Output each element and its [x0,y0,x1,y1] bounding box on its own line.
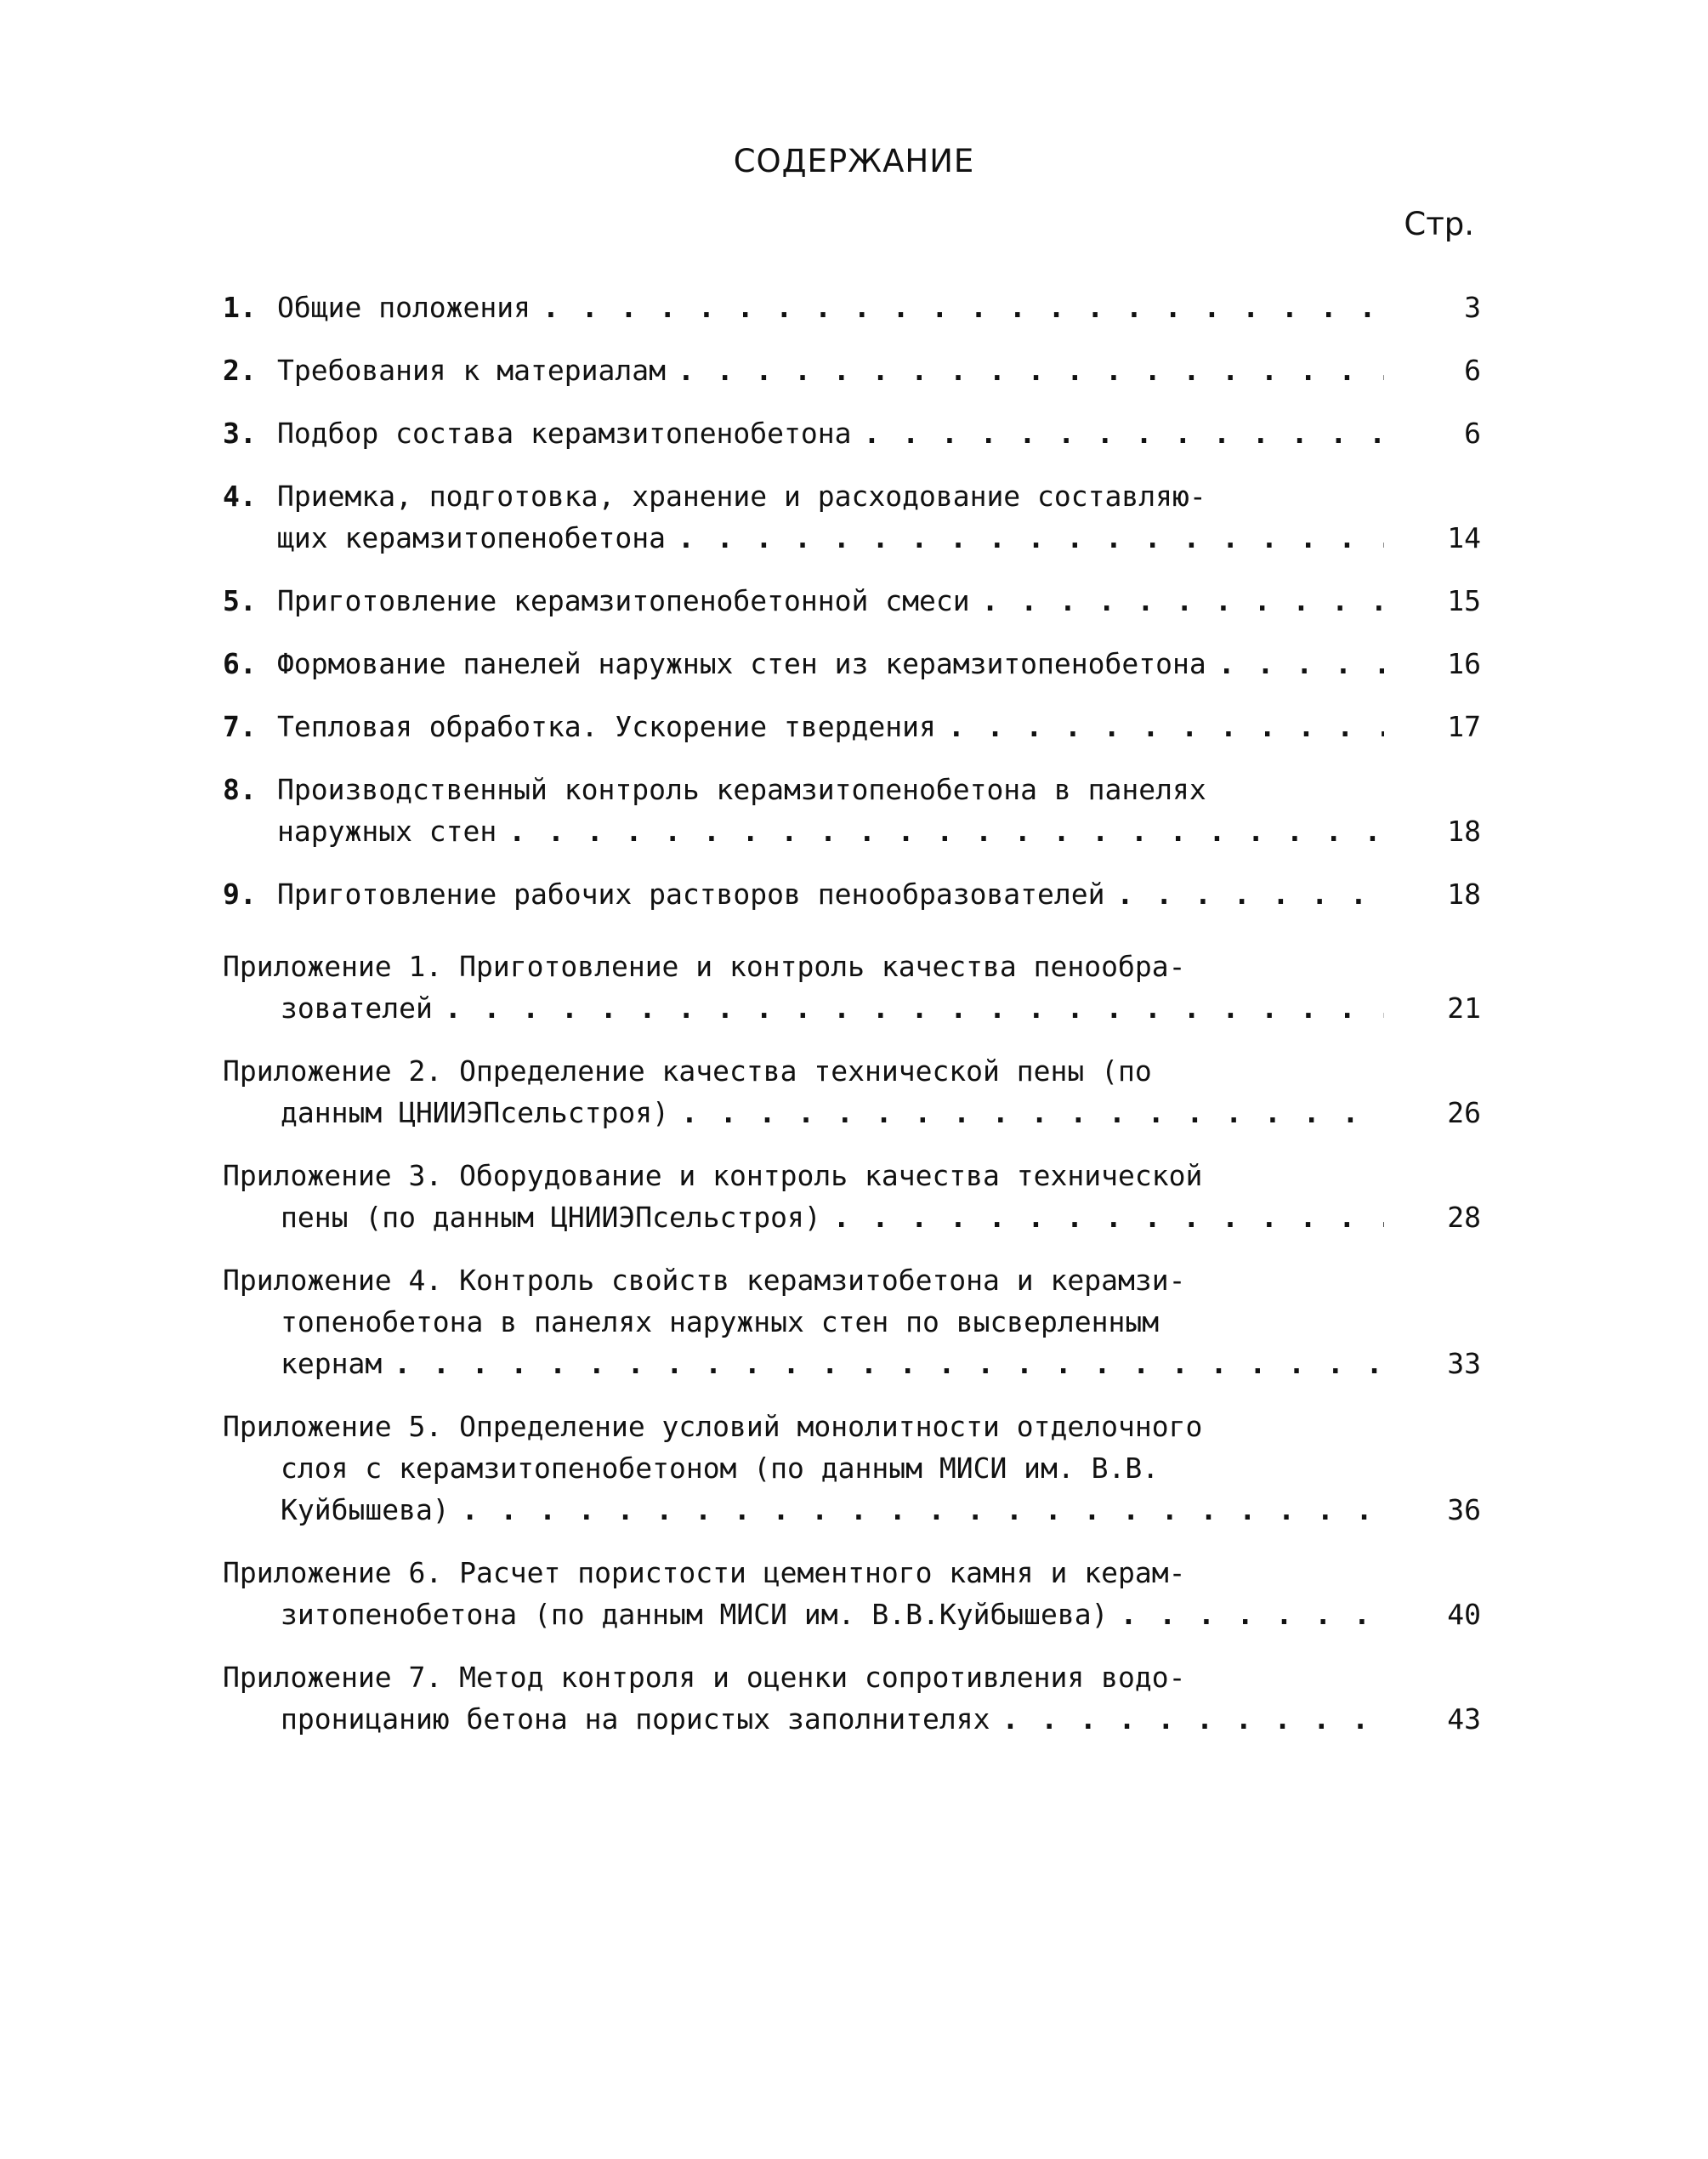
page-number: 43 [1447,1702,1481,1736]
toc-appendix-entry[interactable] [223,1406,1481,1531]
toc-entry-line [223,1092,1384,1133]
toc-entry-line [223,1447,1384,1489]
toc-entry-line [223,1050,1384,1092]
toc-entry-title: Приготовление рабочих растворов пенообразователей [277,878,1105,911]
toc-entry-text [223,706,1384,747]
toc-entry-title: Формование панелей наружных стен из керамзитопенобетона [277,647,1206,680]
page-number: 18 [1447,878,1481,911]
page-number: 40 [1447,1598,1481,1631]
toc-entry-title: Тепловая обработка. Ускорение твердения [277,710,936,743]
dot-leader [982,584,1384,617]
toc-entry-title: Приложение 6. Расчет пористости цементного камня и керам- [223,1556,1186,1589]
toc-entry-text [223,643,1384,685]
dot-leader [1002,1702,1384,1736]
toc-entry-text [223,1656,1384,1740]
toc-entry-text [223,412,1384,454]
dot-leader [678,354,1384,387]
dot-leader [1121,1598,1384,1631]
toc-entry-line [223,1301,1384,1343]
toc-entry-title: проницанию бетона на пористых заполнителях [281,1702,990,1736]
toc-entry-line [223,1196,1384,1238]
page-number: 6 [1464,354,1481,387]
page-number: 18 [1447,815,1481,848]
toc-entry-text [223,1552,1384,1635]
toc-entry-line [223,987,1384,1029]
toc-entry-line [223,1552,1384,1594]
toc-entry-title: Приготовление керамзитопенобетонной смеси [277,584,970,617]
page-number: 3 [1464,291,1481,324]
dot-leader [864,417,1384,450]
toc-entry-line [223,643,1384,685]
toc-entry-line [223,1406,1384,1447]
toc-entry-title: данным ЦНИИЭПсельстроя) [281,1096,669,1129]
toc-entry-text [223,1259,1384,1384]
toc-section-entry[interactable] [223,412,1481,454]
page-number: 36 [1447,1493,1481,1526]
dot-leader [542,291,1384,324]
dot-leader [508,815,1384,848]
toc-entry-line [223,1594,1384,1635]
toc-entry-line [223,1343,1384,1384]
toc-entry-title: Приложение 3. Оборудование и контроль качества технической [223,1159,1203,1192]
toc-entry-line [223,810,1384,852]
toc-entry-text [223,769,1384,852]
section-number: 5. [223,584,257,617]
toc-entry-title: Приложение 5. Определение условий монолитности отделочного [223,1410,1203,1443]
dot-leader [1218,647,1384,680]
toc-entry-text [223,1406,1384,1531]
toc-entry-text [223,1155,1384,1238]
toc-entry-line [223,1155,1384,1196]
section-number: 4. [223,480,257,513]
toc-section-entry[interactable] [223,643,1481,685]
toc-entry-title: зитопенобетона (по данным МИСИ им. В.В.Куйбышева) [281,1598,1109,1631]
toc-section-entry[interactable] [223,873,1481,915]
toc-entry-text [223,475,1384,559]
toc-appendix-entry[interactable] [223,1552,1481,1635]
toc-entry-title: Производственный контроль керамзитопенобетона в панелях [277,773,1206,806]
toc-appendix-entry[interactable] [223,1050,1481,1133]
toc-section-entry[interactable] [223,475,1481,559]
toc-appendix-entry[interactable] [223,1259,1481,1384]
toc-entry-text [223,873,1384,915]
toc-entry-line [223,287,1384,328]
toc-appendix-entry[interactable] [223,946,1481,1029]
dot-leader [462,1493,1384,1526]
dot-leader [833,1201,1384,1234]
toc-entry-title: щих керамзитопенобетона [277,521,666,554]
page-number: 15 [1447,584,1481,617]
page-number: 17 [1447,710,1481,743]
page-number: 21 [1447,991,1481,1025]
toc-entry-line [223,706,1384,747]
toc-entry-line [223,1656,1384,1698]
section-number: 7. [223,710,257,743]
toc-section-entry[interactable] [223,706,1481,747]
toc-entry-line [223,475,1384,517]
page-number: 6 [1464,417,1481,450]
section-number: 9. [223,878,257,911]
toc-entry-title: Требования к материалам [277,354,666,387]
page-number: 14 [1447,521,1481,554]
toc-entry-line [223,769,1384,810]
toc-entry-text [223,580,1384,622]
toc-entry-line [223,873,1384,915]
dot-leader [394,1347,1384,1380]
page-number: 28 [1447,1201,1481,1234]
toc-section-entry[interactable] [223,580,1481,622]
toc-entry-line [223,1259,1384,1301]
section-number: 3. [223,417,257,450]
toc-appendix-entry[interactable] [223,1155,1481,1238]
toc-entry-title: Приложение 7. Метод контроля и оценки сопротивления водо- [223,1661,1186,1694]
toc-entry-text [223,349,1384,391]
dot-leader [948,710,1384,743]
toc-entry-line [223,1489,1384,1531]
toc-entry-title: слоя с керамзитопенобетоном (по данным МИСИ им. В.В. [281,1452,1160,1485]
page-column-header: Стр. [1404,206,1474,242]
toc-entry-title: наружных стен [277,815,497,848]
dot-leader [678,521,1384,554]
section-number: 8. [223,773,257,806]
toc-entry-title: Приложение 1. Приготовление и контроль качества пенообра- [223,950,1186,983]
toc-entry-text [223,1050,1384,1133]
toc-entry-line [223,580,1384,622]
section-number: 1. [223,291,257,324]
toc-entry-line [223,412,1384,454]
toc-entry-title: Куйбышева) [281,1493,450,1526]
page-number: 26 [1447,1096,1481,1129]
toc-entry-text [223,946,1384,1029]
toc-section-entry[interactable] [223,287,1481,328]
page-title: СОДЕРЖАНИЕ [733,143,975,179]
dot-leader [1117,878,1384,911]
toc-entry-line [223,517,1384,559]
toc-entry-title: зователей [281,991,433,1025]
toc-entry-line [223,1698,1384,1740]
toc-entry-title: Подбор состава керамзитопенобетона [277,417,852,450]
toc-entry-line [223,946,1384,987]
dot-leader [681,1096,1384,1129]
section-number: 6. [223,647,257,680]
toc-appendix-entry[interactable] [223,1656,1481,1740]
toc-section-entry[interactable] [223,769,1481,852]
section-number: 2. [223,354,257,387]
toc-entry-title: Приложение 4. Контроль свойств керамзитобетона и керамзи- [223,1264,1186,1297]
toc-entry-title: кернам [281,1347,383,1380]
toc-entry-title: Приложение 2. Определение качества технической пены (по [223,1054,1152,1088]
page-number: 16 [1447,647,1481,680]
toc-section-entry[interactable] [223,349,1481,391]
toc-entry-title: топенобетона в панелях наружных стен по высверленным [281,1305,1160,1338]
dot-leader [445,991,1384,1025]
toc-entry-title: пены (по данным ЦНИИЭПсельстроя) [281,1201,821,1234]
toc-entry-title: Приемка, подготовка, хранение и расходование составляю- [277,480,1206,513]
page-number: 33 [1447,1347,1481,1380]
table-of-contents [223,287,1481,1761]
toc-entry-line [223,349,1384,391]
toc-entry-text [223,287,1384,328]
toc-entry-title: Общие положения [277,291,531,324]
